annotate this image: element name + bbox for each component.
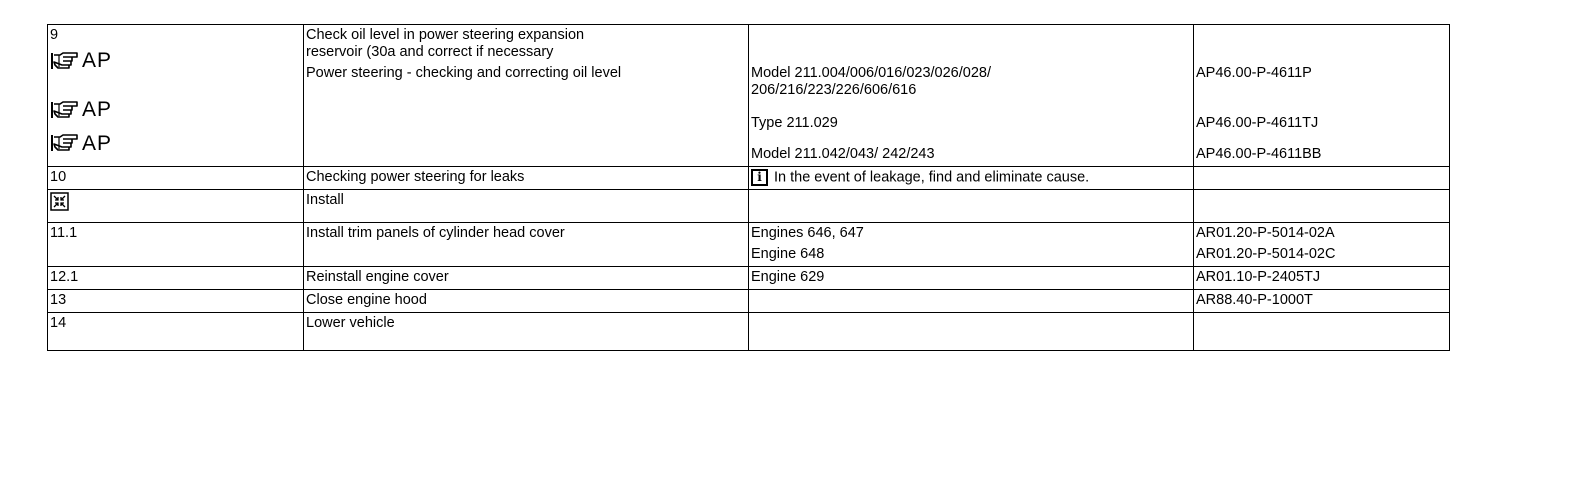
step-cell: [48, 313, 304, 351]
ap-reference-link[interactable]: [50, 44, 301, 77]
pointing-hand-icon: [50, 132, 80, 154]
action-cell: [304, 313, 749, 351]
code-cell: [1194, 25, 1450, 167]
model-cell: [749, 190, 1194, 223]
table-row-step-9: [48, 25, 1450, 167]
step-cell: [48, 290, 304, 313]
code-cell: [1194, 223, 1450, 267]
ap-action-text: Power steering - checking and correcting oil level: [306, 65, 622, 81]
document-code-link[interactable]: AR88.40-P-1000T: [1196, 292, 1313, 309]
step-cell: [48, 267, 304, 290]
model-text: Model 211.042/043/ 242/243: [751, 146, 935, 162]
ap-label: AP: [82, 131, 113, 155]
action-cell: [304, 190, 749, 223]
model-text: Engine 629: [751, 269, 825, 286]
code-cell: [1194, 167, 1450, 190]
action-cell: [304, 290, 749, 313]
model-text: Type 211.029: [751, 115, 838, 131]
step-number: 9: [50, 27, 59, 43]
model-cell: [749, 313, 1194, 351]
model-text: Engine 648: [751, 246, 825, 263]
action-text: Lower vehicle: [306, 315, 395, 332]
table-row-step-10: [48, 167, 1450, 190]
action-text: Checking power steering for leaks: [306, 169, 525, 185]
step-number: 10: [50, 169, 67, 185]
step-cell: [48, 190, 304, 223]
model-cell: [749, 223, 1194, 267]
step-number: 13: [50, 292, 67, 309]
document-code-link[interactable]: AR01.20-P-5014-02C: [1196, 246, 1336, 263]
step-number: 11.1: [50, 225, 78, 242]
model-cell: [749, 267, 1194, 290]
action-cell: [304, 267, 749, 290]
action-text: Reinstall engine cover: [306, 269, 449, 286]
action-cell: [304, 167, 749, 190]
action-text: reservoir (30a and correct if necessary: [306, 44, 554, 60]
document-code-link[interactable]: AR01.10-P-2405TJ: [1196, 269, 1321, 286]
model-cell: [749, 290, 1194, 313]
ap-label: AP: [82, 98, 113, 121]
action-cell: [304, 223, 749, 267]
note-text: In the event of leakage, find and eliminate cause.: [774, 169, 1090, 186]
table-row-install: [48, 190, 1450, 223]
document-code-link[interactable]: AP46.00-P-4611BB: [1196, 146, 1322, 162]
pointing-hand-icon: [50, 50, 80, 72]
note-cell: [749, 167, 1194, 190]
model-text: Model 211.004/006/016/023/026/028/ 206/216/223/226/606/616: [751, 65, 991, 98]
action-text: Install trim panels of cylinder head cover: [306, 225, 565, 242]
step-cell: [48, 223, 304, 267]
step-cell: [48, 167, 304, 190]
code-cell: [1194, 290, 1450, 313]
table-row-step-12-1: [48, 267, 1450, 290]
action-text: Check oil level in power steering expansion: [306, 27, 585, 43]
document-code-link[interactable]: AR01.20-P-5014-02A: [1196, 225, 1335, 242]
model-cell: [749, 25, 1194, 167]
leak-note: [751, 169, 1163, 186]
table-row-step-13: [48, 290, 1450, 313]
step-number: 12.1: [50, 269, 79, 286]
table-row-step-11-1: [48, 223, 1450, 267]
info-icon: i: [751, 169, 768, 186]
document-code-link[interactable]: AP46.00-P-4611TJ: [1196, 115, 1319, 131]
code-cell: [1194, 267, 1450, 290]
ap-reference-link[interactable]: [50, 93, 301, 126]
table-row-step-14: [48, 313, 1450, 351]
step-number: 14: [50, 315, 67, 332]
ap-label: AP: [82, 49, 113, 72]
pointing-hand-icon: [50, 99, 80, 121]
document-code-link[interactable]: AP46.00-P-4611P: [1196, 65, 1312, 81]
procedure-table: [47, 24, 1450, 351]
action-cell: [304, 25, 749, 167]
model-text: Engines 646, 647: [751, 225, 864, 242]
step-cell: [48, 25, 304, 167]
action-text: Close engine hood: [306, 292, 427, 309]
code-cell: [1194, 313, 1450, 351]
section-heading: Install: [306, 192, 344, 209]
code-cell: [1194, 190, 1450, 223]
ap-reference-link[interactable]: [50, 126, 301, 160]
install-icon: [50, 192, 69, 211]
